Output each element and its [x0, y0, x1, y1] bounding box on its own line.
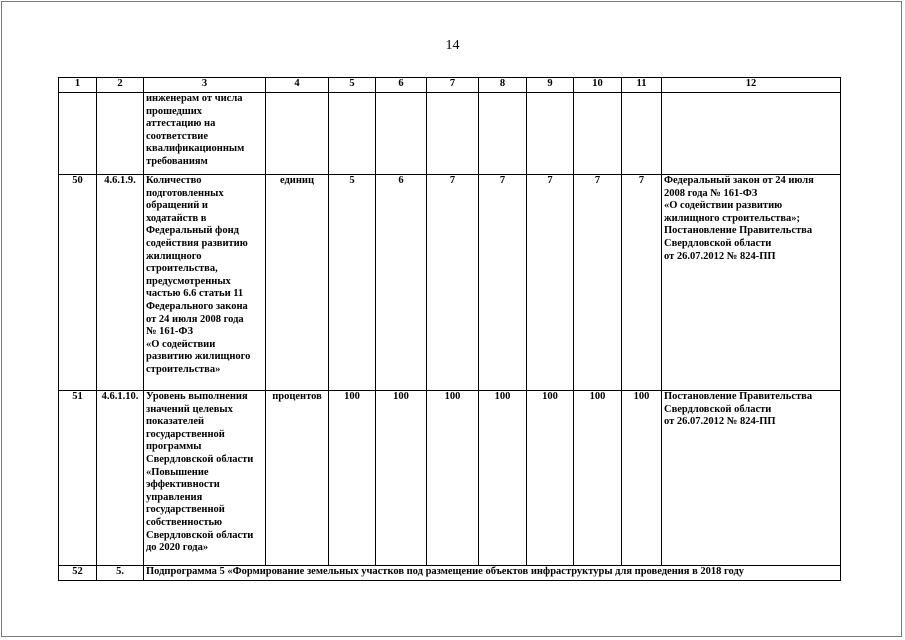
table-cell	[479, 93, 527, 175]
value-cell: 100	[574, 391, 622, 566]
table-cell	[59, 93, 97, 175]
table-cell	[266, 93, 329, 175]
table-cell	[622, 93, 662, 175]
column-header: 1	[59, 78, 97, 93]
column-header: 7	[427, 78, 479, 93]
value-cell: 7	[427, 175, 479, 391]
table-cell	[329, 93, 376, 175]
column-header: 5	[329, 78, 376, 93]
value-cell: 100	[622, 391, 662, 566]
indicator-name-cell: инженерам от числа прошедших аттестацию на соответствие квалификационным требованиям	[144, 93, 266, 175]
row-code-cell: 4.6.1.9.	[97, 175, 144, 391]
column-header: 9	[527, 78, 574, 93]
table-row-subprogram	[59, 566, 841, 581]
page-number: 14	[445, 38, 460, 53]
column-header: 11	[622, 78, 662, 93]
value-cell: 5	[329, 175, 376, 391]
column-header: 4	[266, 78, 329, 93]
table-cell	[527, 93, 574, 175]
value-cell: 6	[376, 175, 427, 391]
column-header: 3	[144, 78, 266, 93]
row-number-cell: 50	[59, 175, 97, 391]
row-number-cell: 51	[59, 391, 97, 566]
value-cell: 7	[527, 175, 574, 391]
table-row	[59, 175, 841, 391]
value-cell: 100	[427, 391, 479, 566]
indicator-name-cell: Уровень выполнения значений целевых показателей государственной программы Свердловской области «Повышение эффективности управления государственной собственностью Свердловской области до 2020 года»	[144, 391, 266, 566]
row-number-cell: 52	[59, 566, 97, 581]
table-cell	[427, 93, 479, 175]
source-cell: Постановление Правительства Свердловской области от 26.07.2012 № 824-ПП	[662, 391, 841, 566]
table-cell	[376, 93, 427, 175]
table-cell	[574, 93, 622, 175]
subprogram-title-cell: Подпрограмма 5 «Формирование земельных участков под размещение объектов инфраструктуры для проведения в 2018 году	[144, 566, 841, 581]
value-cell: 100	[479, 391, 527, 566]
column-header: 10	[574, 78, 622, 93]
indicators-table	[58, 77, 841, 581]
column-header: 12	[662, 78, 841, 93]
column-header-row	[59, 78, 841, 93]
table-cell	[662, 93, 841, 175]
row-code-cell: 5.	[97, 566, 144, 581]
row-code-cell: 4.6.1.10.	[97, 391, 144, 566]
indicator-name-cell: Количество подготовленных обращений и ходатайств в Федеральный фонд содействия развитию жилищного строительства, предусмотренных частью 6.6 статьи 11 Федерального закона от 24 июля 2008 года № 161-ФЗ «О содействии развитию жилищного строительства»	[144, 175, 266, 391]
column-header: 6	[376, 78, 427, 93]
value-cell: 100	[527, 391, 574, 566]
value-cell: 7	[622, 175, 662, 391]
table-cell	[97, 93, 144, 175]
table-row-continuation	[59, 93, 841, 175]
unit-cell: единиц	[266, 175, 329, 391]
value-cell: 100	[376, 391, 427, 566]
column-header: 8	[479, 78, 527, 93]
unit-cell: процентов	[266, 391, 329, 566]
value-cell: 100	[329, 391, 376, 566]
column-header: 2	[97, 78, 144, 93]
value-cell: 7	[574, 175, 622, 391]
table-row	[59, 391, 841, 566]
source-cell: Федеральный закон от 24 июля 2008 года № 161-ФЗ «О содействии развитию жилищного строительства»; Постановление Правительства Свердловской области от 26.07.2012 № 824-ПП	[662, 175, 841, 391]
value-cell: 7	[479, 175, 527, 391]
